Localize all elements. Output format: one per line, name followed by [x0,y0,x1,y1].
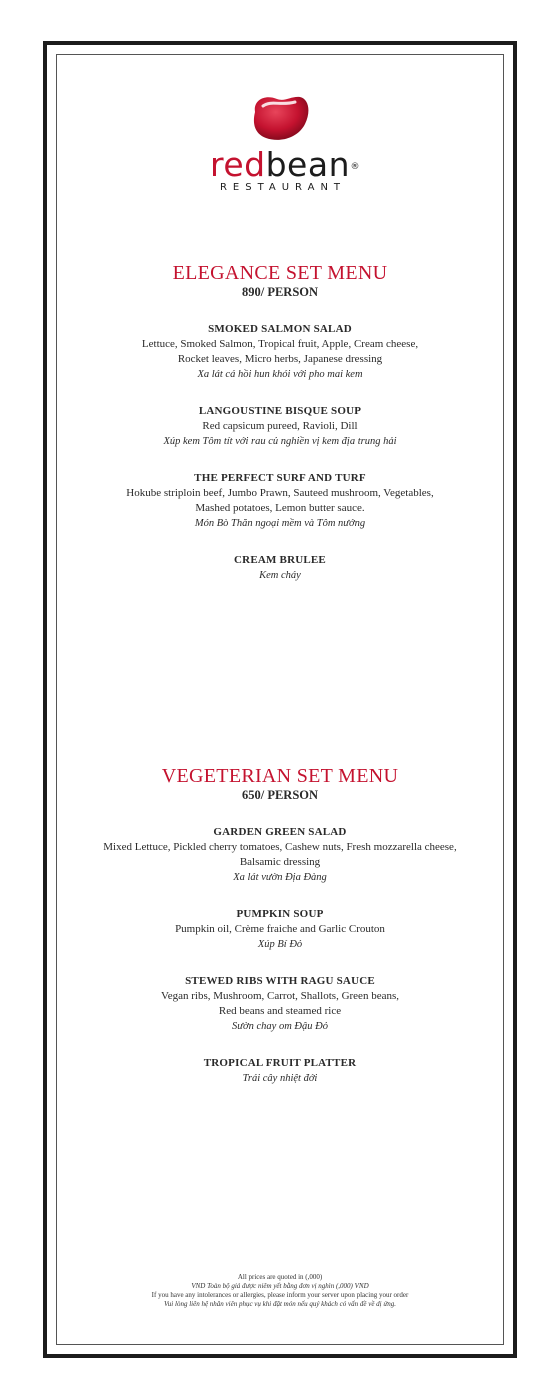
dish-item [56,404,504,449]
registered-mark: ® [350,162,360,172]
dish-name: TROPICAL FRUIT PLATTER [203,1057,357,1069]
dish-ingredients: Red capsicum pureed, Ravioli, Dill [202,420,358,432]
dish-ingredients: Rocket leaves, Micro herbs, Japanese dressing [177,353,383,365]
dish-vietnamese-name: Xúp kem Tôm tít với rau củ nghiền vị kem địa trung hải [163,436,397,447]
dish-vietnamese-name: Xa lát vườn Địa Đàng [233,872,327,883]
dish-item [56,553,504,583]
footer-line-3: If you have any intolerances or allergies, please inform your server upon placing your order [151,1291,409,1299]
vegeterian-set-menu [56,765,504,1086]
dish-ingredients: Vegan ribs, Mushroom, Carrot, Shallots, Green beans, [161,990,399,1002]
menu-title: ELEGANCE SET MENU [172,262,388,284]
dish-vietnamese-name: Sườn chay om Đậu Đỏ [232,1021,328,1032]
menu-inner-border [56,54,504,1345]
dish-name: LANGOUSTINE BISQUE SOUP [198,405,362,417]
footer-line-4: Vui lòng liên hệ nhân viên phục vụ khi đặt món nếu quý khách có vấn đề về dị ứng. [164,1300,396,1308]
dish-ingredients: Red beans and steamed rice [218,1005,342,1017]
dish-name: SMOKED SALMON SALAD [208,323,352,335]
dish-ingredients: Lettuce, Smoked Salmon, Tropical fruit, Apple, Cream cheese, [141,338,419,350]
price-footer [56,1273,504,1309]
dish-item [56,1056,504,1086]
dish-name: GARDEN GREEN SALAD [213,826,347,838]
dish-vietnamese-name: Kem cháy [259,570,301,581]
menu-price: 890/ PERSON [241,285,319,299]
dish-ingredients: Mixed Lettuce, Pickled cherry tomatoes, Cashew nuts, Fresh mozzarella cheese, [103,841,457,853]
dish-name: PUMPKIN SOUP [236,908,324,920]
menu-title: VEGETERIAN SET MENU [161,765,399,787]
dish-vietnamese-name: Xúp Bí Đỏ [257,939,303,950]
dish-ingredients: Balsamic dressing [239,856,321,868]
footer-line-1: All prices are quoted in (,000) [237,1273,323,1281]
logo-subtitle: RESTAURANT [219,182,347,193]
dish-item [56,974,504,1034]
dish-vietnamese-name: Món Bò Thăn ngoại mềm và Tôm nướng [194,518,366,529]
footer-line-2: VND Toàn bộ giá được niêm yết bằng đơn vị nghìn (,000) VND [191,1282,369,1290]
dish-ingredients: Mashed potatoes, Lemon butter sauce. [195,502,365,514]
dish-name: STEWED RIBS WITH RAGU SAUCE [185,975,375,987]
wordmark-red: red [210,145,266,184]
dish-ingredients: Pumpkin oil, Crème fraiche and Garlic Crouton [175,923,385,935]
wordmark-dark: bean [265,145,350,184]
dish-vietnamese-name: Trái cây nhiệt đới [242,1073,318,1084]
dish-item [56,322,504,382]
elegance-set-menu [56,262,504,583]
dish-ingredients: Hokube striploin beef, Jumbo Prawn, Sauteed mushroom, Vegetables, [126,487,434,499]
bean-icon [249,92,311,144]
dish-item [56,825,504,885]
dish-item [56,471,504,531]
restaurant-logo [0,92,560,193]
dish-name: THE PERFECT SURF AND TURF [194,472,366,484]
dish-vietnamese-name: Xa lát cá hồi hun khói với pho mai kem [197,369,363,380]
logo-wordmark [210,145,360,184]
menu-price: 650/ PERSON [241,788,319,802]
dish-item [56,907,504,952]
dish-name: CREAM BRULEE [234,554,326,566]
